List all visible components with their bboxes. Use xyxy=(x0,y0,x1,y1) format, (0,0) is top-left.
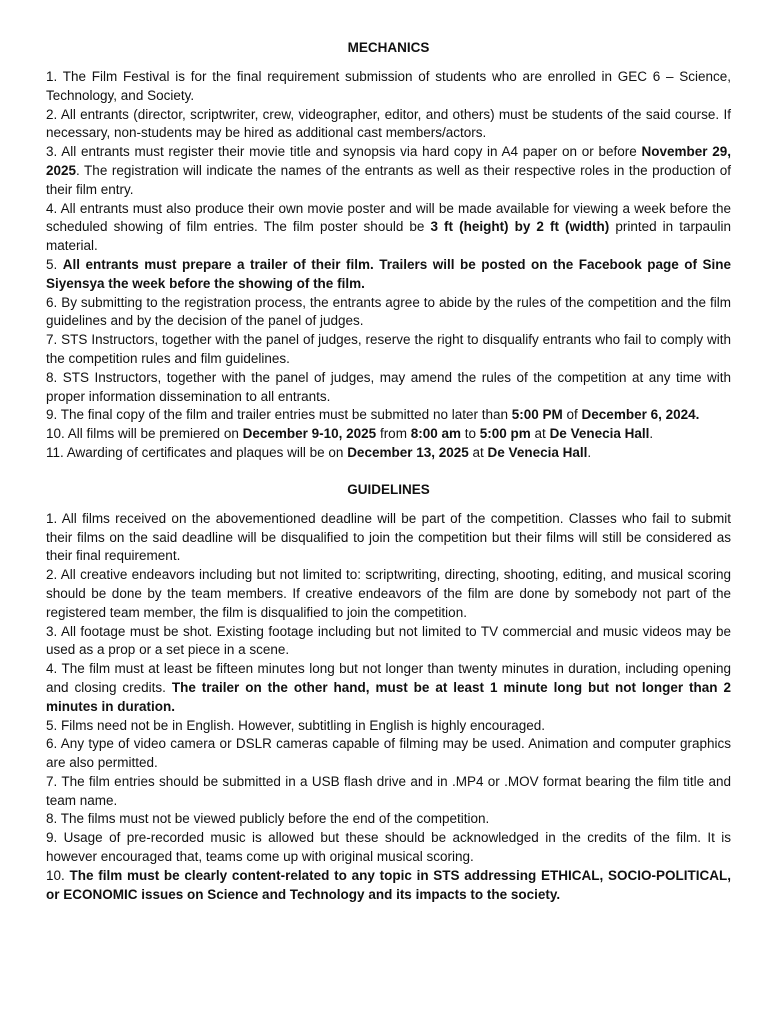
text-run: 2. All creative endeavors including but not limited to: scriptwriting, directing, shooting, editing, and musical scoring should be done by the team members. If creative endeavors of the film are done by somebody not part of the registered team member, the film is disqualified to join the competition. xyxy=(46,567,731,620)
list-item xyxy=(46,566,731,622)
text-run: 1. The Film Festival is for the final requirement submission of students who are enrolled in GEC 6 – Science, Technology, and Society. xyxy=(46,69,731,103)
list-item xyxy=(46,256,731,294)
text-run: 5. xyxy=(46,256,63,272)
text-run: 6. By submitting to the registration process, the entrants agree to abide by the rules of the competition and the film guidelines and by the decision of the panel of judges. xyxy=(46,294,731,329)
text-run: 10. All films will be premiered on xyxy=(46,426,243,442)
text-run: 7. STS Instructors, together with the panel of judges, reserve the right to disqualify entrants who fail to comply with the competition rules and film guidelines. xyxy=(46,332,731,366)
text-run: . The registration will indicate the names of the entrants as well as their respective roles in the production of their film entry. xyxy=(46,162,731,197)
text-run: 9. The final copy of the film and trailer entries must be submitted no later than xyxy=(46,407,512,423)
text-run: of xyxy=(562,407,582,423)
text-run: 4. All entrants must also produce their own movie poster and will be made available for viewing a week before the scheduled showing of film entries. The film poster should be xyxy=(46,200,731,235)
bold-text-run: The trailer on the other hand, must be at least 1 minute long but not longer than 2 minutes in duration. xyxy=(46,679,731,714)
text-run: at xyxy=(530,426,550,442)
text-run: 4. The film must at least be fifteen minutes long but not longer than twenty minutes in duration, including opening and closing credits. xyxy=(46,661,731,695)
bold-text-run: December 6, 2024. xyxy=(581,407,700,423)
list-item xyxy=(46,444,731,463)
list-item xyxy=(46,735,731,773)
mechanics-heading: MECHANICS xyxy=(347,40,430,55)
text-run: from xyxy=(376,426,411,442)
bold-text-run: The film must be clearly content-related to any topic in STS addressing ETHICAL, SOCIO-POLITICAL, or ECONOMIC issues on Science and Technology and its impacts to the society. xyxy=(46,867,731,902)
bold-text-run: 5:00 pm xyxy=(479,426,531,442)
list-item xyxy=(46,829,731,867)
list-item xyxy=(46,425,731,444)
list-item xyxy=(46,623,731,661)
text-run: to xyxy=(461,426,480,442)
list-item xyxy=(46,660,731,716)
bold-text-run: De Venecia Hall xyxy=(549,426,650,442)
list-item xyxy=(46,68,731,106)
text-run: 11. Awarding of certificates and plaques will be on xyxy=(46,444,348,460)
text-run: 8. The films must not be viewed publicly before the end of the competition. xyxy=(46,811,490,827)
text-run: 1. All films received on the abovementioned deadline will be part of the competition. Classes who fail to submit their films on the said deadline will be disqualified to join the competition but their films will still be considered as their final requirement. xyxy=(46,510,731,564)
list-item xyxy=(46,810,731,829)
bold-text-run: De Venecia Hall xyxy=(487,444,588,460)
bold-text-run: 8:00 am xyxy=(410,426,461,442)
list-item xyxy=(46,106,731,144)
bold-text-run: November 29, 2025 xyxy=(46,144,731,178)
list-item xyxy=(46,717,731,736)
text-run: 9. Usage of pre-recorded music is allowed but these should be acknowledged in the credits of the film. It is however encouraged that, teams come up with original musical scoring. xyxy=(46,830,731,865)
text-run: . xyxy=(587,444,592,460)
text-run: 6. Any type of video camera or DSLR cameras capable of filming may be used. Animation and computer graphics are also permitted. xyxy=(46,736,731,771)
list-item xyxy=(46,294,731,332)
mechanics-list xyxy=(46,68,731,463)
text-run: 7. The film entries should be submitted in a USB flash drive and in .MP4 or .MOV format bearing the film title and team name. xyxy=(46,773,731,808)
text-run: printed in tarpaulin material. xyxy=(46,219,731,254)
guidelines-heading: GUIDELINES xyxy=(347,481,430,497)
list-item xyxy=(46,773,731,811)
text-run: 3. All entrants must register their movie title and synopsis via hard copy in A4 paper on or before xyxy=(46,144,642,160)
bold-text-run: December 9-10, 2025 xyxy=(242,426,377,442)
document-page xyxy=(46,38,731,904)
list-item xyxy=(46,143,731,199)
list-item xyxy=(46,331,731,369)
text-run: 8. STS Instructors, together with the panel of judges, may amend the rules of the competition at any time with proper information dissemination to all entrants. xyxy=(46,369,731,404)
list-item xyxy=(46,369,731,407)
list-item xyxy=(46,510,731,566)
list-item xyxy=(46,200,731,256)
text-run: . xyxy=(649,426,654,442)
text-run: 5. Films need not be in English. However, subtitling in English is highly encouraged. xyxy=(46,717,546,733)
text-run: 2. All entrants (director, scriptwriter, crew, videographer, editor, and others) must be students of the said course. If necessary, non-students may be hired as additional cast members/actors. xyxy=(46,106,731,141)
text-run: 3. All footage must be shot. Existing footage including but not limited to TV commercial and music videos may be used as a prop or a set piece in a scene. xyxy=(46,623,731,658)
list-item xyxy=(46,867,731,905)
guidelines-list xyxy=(46,510,731,905)
bold-text-run: All entrants must prepare a trailer of their film. Trailers will be posted on the Facebook page of Sine Siyensya the week before the showing of the film. xyxy=(46,256,731,291)
text-run: 10. xyxy=(46,867,70,883)
bold-text-run: 5:00 PM xyxy=(511,407,563,423)
list-item xyxy=(46,406,731,425)
bold-text-run: December 13, 2025 xyxy=(347,444,469,460)
bold-text-run: 3 ft (height) by 2 ft (width) xyxy=(430,219,610,235)
text-run: at xyxy=(468,444,488,460)
